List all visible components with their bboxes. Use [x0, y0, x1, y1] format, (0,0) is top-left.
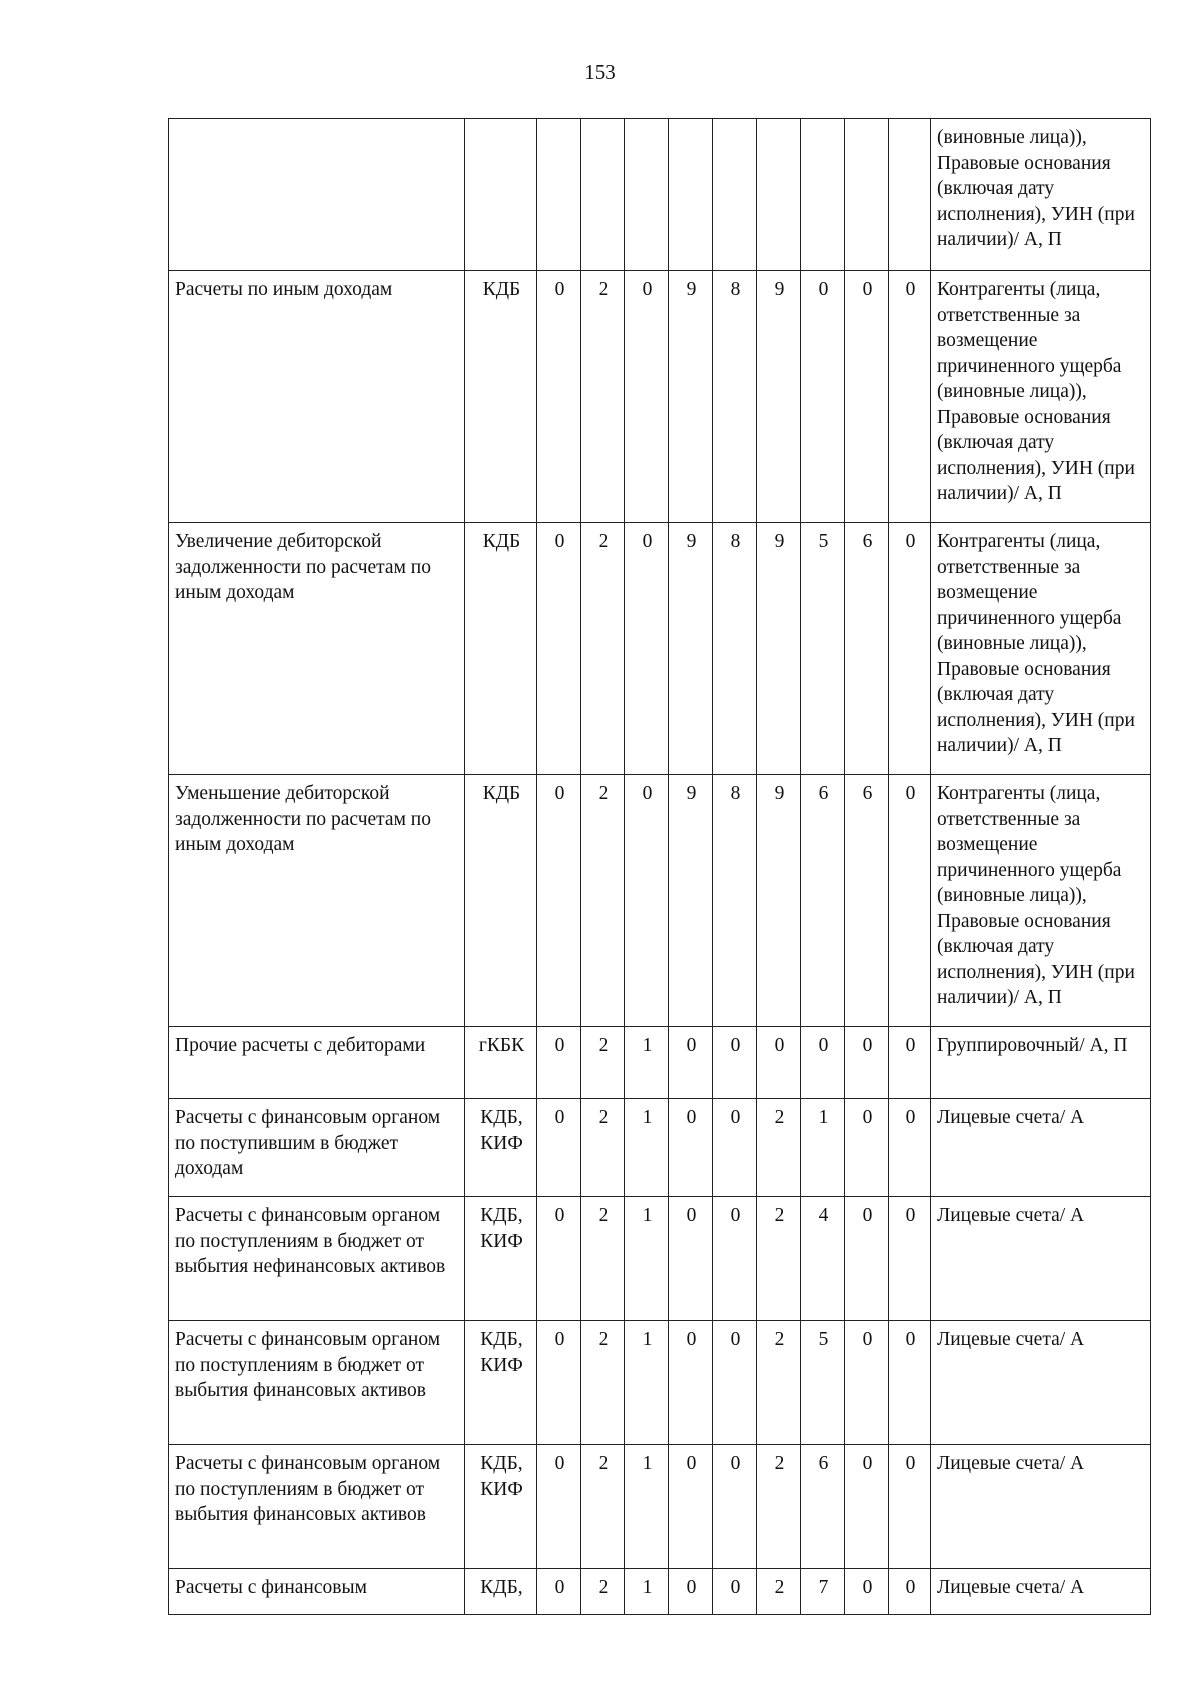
account-digit: 6	[801, 775, 845, 1027]
table-row	[169, 1197, 1151, 1321]
account-digit: 8	[713, 775, 757, 1027]
analytics-description: Контрагенты (лица, ответственные за возмещение причиненного ущерба (виновные лица)), Правовые основания (включая дату исполнения), УИН (при наличии)/ А, П	[931, 775, 1151, 1027]
table-row	[169, 1027, 1151, 1099]
account-digit: 2	[581, 271, 625, 523]
account-digit: 0	[889, 1197, 931, 1321]
account-digit: 9	[757, 523, 801, 775]
account-digit: 0	[801, 1027, 845, 1099]
account-digit: 0	[537, 271, 581, 523]
account-digit: 0	[845, 1099, 889, 1197]
account-digit: 0	[669, 1197, 713, 1321]
account-digit: 2	[581, 1099, 625, 1197]
account-digit: 0	[889, 1027, 931, 1099]
account-digit: 2	[581, 1445, 625, 1569]
account-digit: 2	[581, 775, 625, 1027]
account-digit: 2	[757, 1569, 801, 1615]
account-digit: 0	[669, 1445, 713, 1569]
account-digit: 0	[845, 1321, 889, 1445]
account-digit: 0	[801, 271, 845, 523]
account-code-type	[465, 119, 537, 271]
account-digit: 0	[537, 523, 581, 775]
account-digit: 0	[713, 1027, 757, 1099]
account-digit: 9	[757, 271, 801, 523]
table-row	[169, 1569, 1151, 1615]
account-digit: 6	[845, 523, 889, 775]
account-digit: 0	[845, 1027, 889, 1099]
account-name: Расчеты с финансовым органом по поступлениям в бюджет от выбытия финансовых активов	[169, 1321, 465, 1445]
account-digit: 0	[669, 1099, 713, 1197]
account-digit: 0	[625, 775, 669, 1027]
account-digit: 9	[669, 523, 713, 775]
account-code-type: КДБ	[465, 775, 537, 1027]
account-digit: 1	[625, 1445, 669, 1569]
account-digit: 1	[625, 1569, 669, 1615]
account-digit	[757, 119, 801, 271]
account-name	[169, 119, 465, 271]
analytics-description: Группировочный/ А, П	[931, 1027, 1151, 1099]
account-digit: 0	[537, 1197, 581, 1321]
account-digit	[801, 119, 845, 271]
account-digit: 9	[669, 271, 713, 523]
account-name: Уменьшение дебиторской задолженности по расчетам по иным доходам	[169, 775, 465, 1027]
account-code-type: КДБ, КИФ	[465, 1197, 537, 1321]
account-digit: 2	[581, 1027, 625, 1099]
account-digit: 0	[537, 1569, 581, 1615]
account-digit: 2	[757, 1321, 801, 1445]
account-code-type: КДБ, КИФ	[465, 1445, 537, 1569]
account-digit: 5	[801, 1321, 845, 1445]
account-digit: 0	[845, 1197, 889, 1321]
account-digit: 2	[757, 1197, 801, 1321]
account-digit: 0	[713, 1321, 757, 1445]
account-digit: 6	[801, 1445, 845, 1569]
account-digit: 0	[669, 1569, 713, 1615]
page-number: 153	[584, 60, 616, 84]
account-digit	[537, 119, 581, 271]
analytics-description: Лицевые счета/ А	[931, 1197, 1151, 1321]
analytics-description: Лицевые счета/ А	[931, 1445, 1151, 1569]
account-code-type: КДБ, КИФ	[465, 1099, 537, 1197]
account-code-type: КДБ, КИФ	[465, 1321, 537, 1445]
account-digit: 2	[581, 523, 625, 775]
account-digit: 2	[581, 1321, 625, 1445]
account-digit: 0	[889, 1569, 931, 1615]
account-code-type: КДБ,	[465, 1569, 537, 1615]
account-digit: 0	[713, 1099, 757, 1197]
account-name: Расчеты по иным доходам	[169, 271, 465, 523]
account-digit: 1	[625, 1321, 669, 1445]
account-digit: 6	[845, 775, 889, 1027]
account-digit	[625, 119, 669, 271]
accounts-table	[168, 118, 1151, 1615]
table-row	[169, 1321, 1151, 1445]
account-digit: 0	[713, 1569, 757, 1615]
table-row	[169, 119, 1151, 271]
account-digit: 0	[625, 523, 669, 775]
account-digit: 0	[889, 775, 931, 1027]
table-row	[169, 1445, 1151, 1569]
account-digit: 0	[845, 271, 889, 523]
account-digit: 0	[889, 1445, 931, 1569]
account-digit: 1	[625, 1027, 669, 1099]
account-digit	[713, 119, 757, 271]
account-digit: 8	[713, 523, 757, 775]
account-digit: 2	[757, 1445, 801, 1569]
account-digit: 0	[537, 1099, 581, 1197]
account-digit: 0	[845, 1445, 889, 1569]
account-name: Расчеты с финансовым	[169, 1569, 465, 1615]
account-digit	[669, 119, 713, 271]
analytics-description: Лицевые счета/ А	[931, 1569, 1151, 1615]
account-digit: 0	[757, 1027, 801, 1099]
account-code-type: КДБ	[465, 523, 537, 775]
account-code-type: КДБ	[465, 271, 537, 523]
account-digit: 7	[801, 1569, 845, 1615]
table-row	[169, 1099, 1151, 1197]
account-digit: 0	[713, 1197, 757, 1321]
account-digit: 5	[801, 523, 845, 775]
account-code-type: гКБК	[465, 1027, 537, 1099]
account-digit: 2	[757, 1099, 801, 1197]
account-digit: 0	[669, 1321, 713, 1445]
account-digit: 0	[889, 523, 931, 775]
account-digit: 1	[801, 1099, 845, 1197]
account-digit: 0	[625, 271, 669, 523]
account-name: Прочие расчеты с дебиторами	[169, 1027, 465, 1099]
account-digit: 0	[537, 775, 581, 1027]
account-digit: 0	[889, 271, 931, 523]
account-digit: 2	[581, 1569, 625, 1615]
account-digit: 0	[537, 1321, 581, 1445]
table-row	[169, 271, 1151, 523]
account-digit	[845, 119, 889, 271]
account-digit: 0	[889, 1099, 931, 1197]
account-digit: 1	[625, 1197, 669, 1321]
account-name: Увеличение дебиторской задолженности по расчетам по иным доходам	[169, 523, 465, 775]
analytics-description: Контрагенты (лица, ответственные за возмещение причиненного ущерба (виновные лица)), Правовые основания (включая дату исполнения), УИН (при наличии)/ А, П	[931, 271, 1151, 523]
account-digit	[581, 119, 625, 271]
account-digit: 2	[581, 1197, 625, 1321]
account-digit	[889, 119, 931, 271]
account-digit: 0	[889, 1321, 931, 1445]
account-digit: 9	[757, 775, 801, 1027]
account-name: Расчеты с финансовым органом по поступлениям в бюджет от выбытия нефинансовых активов	[169, 1197, 465, 1321]
account-digit: 0	[537, 1027, 581, 1099]
account-digit: 0	[713, 1445, 757, 1569]
table-row	[169, 775, 1151, 1027]
account-digit: 8	[713, 271, 757, 523]
account-name: Расчеты с финансовым органом по поступлениям в бюджет от выбытия финансовых активов	[169, 1445, 465, 1569]
account-digit: 1	[625, 1099, 669, 1197]
analytics-description: (виновные лица)), Правовые основания (включая дату исполнения), УИН (при наличии)/ А, П	[931, 119, 1151, 271]
account-digit: 9	[669, 775, 713, 1027]
account-digit: 0	[845, 1569, 889, 1615]
account-digit: 0	[537, 1445, 581, 1569]
account-digit: 4	[801, 1197, 845, 1321]
table-row	[169, 523, 1151, 775]
analytics-description: Лицевые счета/ А	[931, 1321, 1151, 1445]
account-name: Расчеты с финансовым органом по поступившим в бюджет доходам	[169, 1099, 465, 1197]
account-digit: 0	[669, 1027, 713, 1099]
analytics-description: Контрагенты (лица, ответственные за возмещение причиненного ущерба (виновные лица)), Правовые основания (включая дату исполнения), УИН (при наличии)/ А, П	[931, 523, 1151, 775]
analytics-description: Лицевые счета/ А	[931, 1099, 1151, 1197]
